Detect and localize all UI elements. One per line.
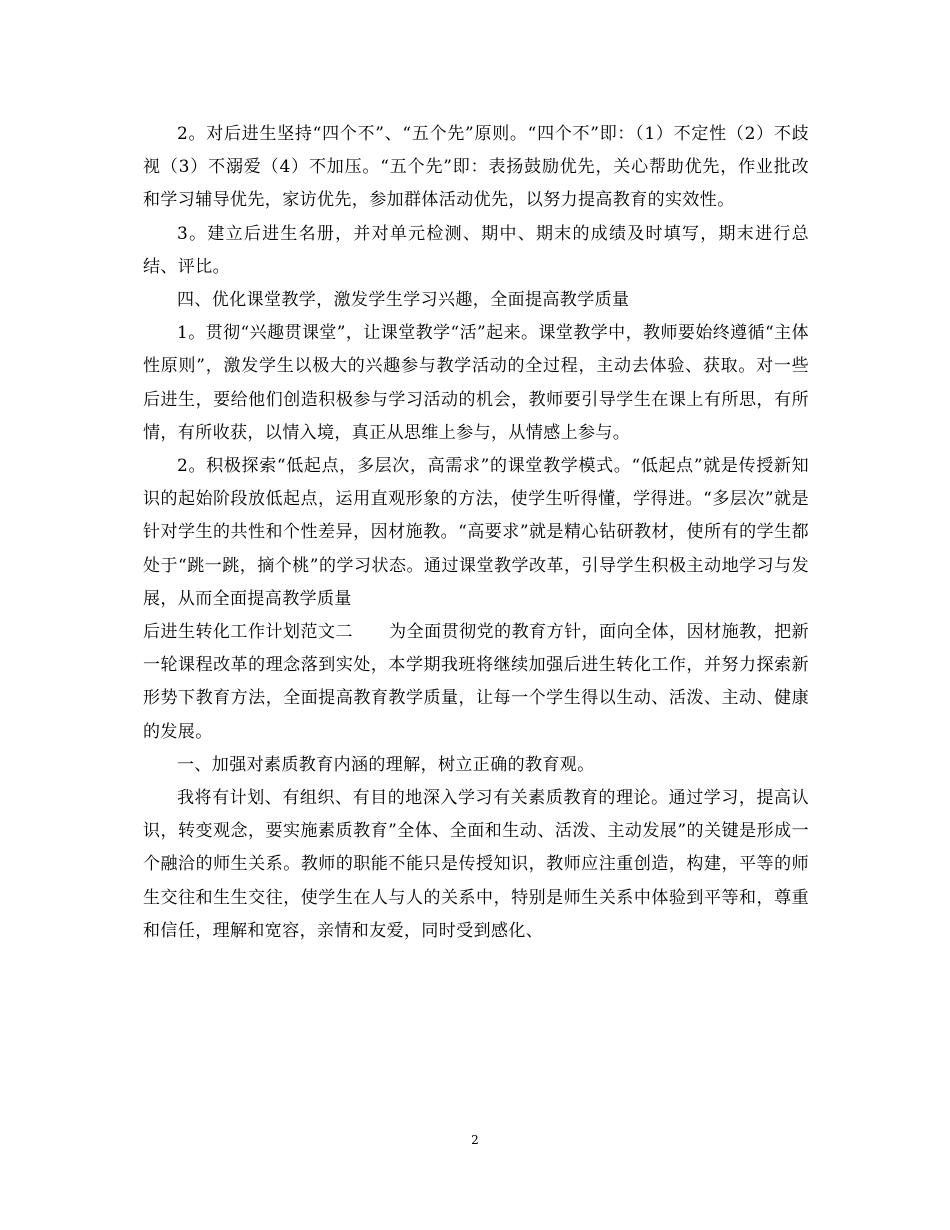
section-intro: 为全面贯彻党的教育方针，面向全体，因材施教，把新一轮课程改革的理念落到实处，本学期我班将继续加强后进生转化工作，并努力探索新形势下教育方法，全面提高教育教学质量，让每一个学生得以生动、活泼、主动、健康的发展。 xyxy=(143,622,809,742)
paragraph-roster: 3。建立后进生名册，并对单元检测、期中、期末的成绩及时填写，期末进行总结、评比。 xyxy=(143,223,809,277)
section-heading-four: 四、优化课堂教学，激发学生学习兴趣，全面提高教学质量 xyxy=(177,290,630,311)
paragraph-rule-four-five: 2。对后进生坚持“四个不”、“五个先”原则。“四个不”即：（1）不定性（2）不歧视（3）不溺爱（4）不加压。“五个先”即：表扬鼓励优先，关心帮助优先，作业批改和学习辅导优先，家访优先，参加群体活动优先，以努力提高教育的实效性。 xyxy=(143,124,809,211)
paragraph-quality-education: 我将有计划、有组织、有目的地深入学习有关素质教育的理论。通过学习，提高认识，转变观念，要实施素质教育”全体、全面和生动、活泼、主动发展”的关键是形成一个融洽的师生关系。教师的职能不能只是传授知识，教师应注重创造，构建，平等的师生交往和生生交往，使学生在人与人的关系中，特别是师生关系中体验到平等和，尊重和信任，理解和宽容，亲情和友爱，同时受到感化、 xyxy=(143,788,809,941)
page-number: 2 xyxy=(471,1133,479,1147)
paragraph-interest-classroom: 1。贯彻“兴趣贯课堂”，让课堂教学“活”起来。课堂教学中，教师要始终遵循“主体性原则”，激发学生以极大的兴趣参与教学活动的全过程，主动去体验、获取。对一些后进生，要给他们创造积极参与学习活动的机会，教师要引导学生在课上有所思，有所情，有所收获，以情入境，真正从思维上参与，从情感上参与。 xyxy=(143,323,809,443)
section-heading-one: 一、加强对素质教育内涵的理解，树立正确的教育观。 xyxy=(177,754,595,775)
paragraph-section-two xyxy=(143,616,809,749)
document-body xyxy=(143,118,809,948)
paragraph-teaching-model: 2。积极探索“低起点，多层次，高需求”的课堂教学模式。“低起点”就是传授新知识的起始阶段放低起点，运用直观形象的方法，使学生听得懂，学得进。“多层次”就是针对学生的共性和个性差异，因材施教。“高要求”就是精心钻研教材，使所有的学生都处于“跳一跳，摘个桃”的学习状态。通过课堂教学改革，引导学生积极主动地学习与发展，从而全面提高教学质量 xyxy=(143,456,809,609)
section-title: 后进生转化工作计划范文二 xyxy=(143,622,353,643)
